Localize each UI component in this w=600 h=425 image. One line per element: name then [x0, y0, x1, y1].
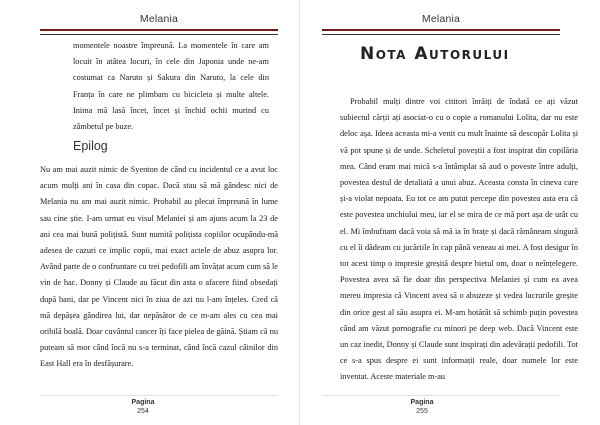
page-number: 254 [137, 408, 149, 415]
running-head: Melania [139, 13, 179, 25]
header-rule [40, 29, 278, 35]
running-head: Melania [421, 13, 461, 25]
paragraph: Probabil mulți dintre voi cititori înrăiți de îndată ce ați văzut subiectul cărții ați asociat-o cu o copie a romanului Lolita, dar nu este deloc așa. Ideea aceasta mi-a venit cu mult înainte să descopăr Lolita și vă pot spune și de unde. Scheletul poveștii a fost inspirat din copilăria mea. Când eram mai mică s-a întâmplat să aud o poveste între adulți, povestea destul de detaliată a unui abuz. Aceasta consta în cineva care și-a violat nepoata. Eu tot ce am putut percepe din povestea asta era că este povestea unchiului meu, iar el se mira de ce mă port așa de urât cu el. Mi îmbufnam dacă voia să mă ia în brațe și dacă rămâneam singură cu el îi dădeam cu jucăriile în cap până veneau ai mei. A fost desigur în tot acest timp o impresie greșită despre bietul om, doar o neînțelegere. Povestea avea să fie doar din perspectiva Melaniei și cum ea avea mereu impresia că Vincent avea să o abuzeze și vedea lucrurile greșite din orice gest al său asupra ei. M-am hotărât să schimb puțin povestea când am văzut pornografie cu minori pe deep web. Dacă Vincent este un caz inedit, Donny și Claude sunt inspirați din adevărații pedofili. Tot ce s-a spus despre ei sunt informații reale, doar numele lor este inventat. Aceste materiale m-au [340, 97, 578, 382]
footer-label: Pagina [131, 399, 155, 406]
paragraph: Nu am mai auzit nimic de Syenton de când cu incidentul ce a avut loc acum mulți ani în casa din copac. Dacă stau să mă gândesc nici de Melania nu am mai auzit nimic. Probabil au plecat împreună în lume sau cine știe. I-am urmat eu visul Melaniei și am ajuns acum la 23 de ani cea mai bună polițistă. Sunt numită polițista copiilor ocupându-mă adesea de cazuri ce implic copii, mai exact actele de abuz asupra lor. Având parte de o confruntare cu trei pedofili am învățat acum cum să le vin de hac. Donny și Claude au făcut din asta o afacere fiind obsedați după bani, dar pe Vincent nici în ziua de azi nu l-am înțeles. Cred că mă depășea gândirea lui, dar nepăsător de ce m-am ales cu cea mai oribilă boală. Doar cuvântul cancer îți face pielea de găină. Știam că nu puteam să mor când încă nu s-a terminat, când încă cazul câinilor din East Hall era în desfășurare. [40, 165, 278, 369]
page-footer [402, 398, 442, 416]
right-page [300, 0, 600, 425]
author-note-text [340, 94, 578, 386]
page-number: 255 [416, 408, 428, 415]
footer-rule [322, 395, 560, 396]
footer-rule [40, 395, 278, 396]
section-title: Epilog [73, 139, 108, 153]
epilog-text [40, 162, 278, 373]
header-rule [322, 29, 560, 35]
paragraph: momentele noastre împreună. La momentele în care am locuit în atâtea locuri, în cele din Japonia unde ne-am costumat ca Naruto și Sakura din Naruto, la cele din Franța în care ne plimbam cu bicicleta și multe altele. Inima mă lasă încet, încet și închid ochii murind cu zâmbetul pe buze. [73, 41, 269, 132]
page-footer [123, 398, 163, 416]
footer-label: Pagina [410, 399, 434, 406]
chapter-continuation-text [73, 38, 269, 135]
chapter-title: Nota Autorului [360, 44, 510, 64]
